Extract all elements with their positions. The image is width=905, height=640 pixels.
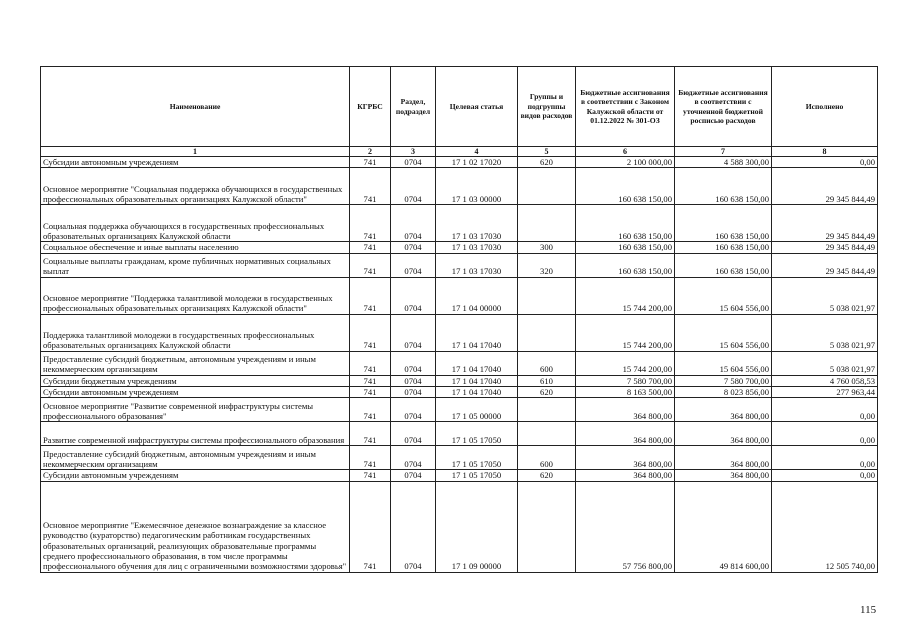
row-name: Поддержка талантливой молодежи в государственных профессиональных образовательных организациях Калужской области <box>41 314 350 351</box>
header-name: Наименование <box>41 67 350 147</box>
row-name: Предоставление субсидий бюджетным, автономным учреждениям и иным некоммерческим организациям <box>41 351 350 375</box>
row-executed-amount: 5 038 021,97 <box>772 277 878 314</box>
row-executed-amount: 0,00 <box>772 470 878 481</box>
table-row <box>41 314 878 351</box>
header-groups: Группы и подгруппы видов расходов <box>518 67 576 147</box>
row-kgrbs: 741 <box>350 205 391 242</box>
header-kgrbs: КГРБС <box>350 67 391 147</box>
table-row <box>41 386 878 397</box>
row-name: Социальные выплаты гражданам, кроме публичных нормативных социальных выплат <box>41 253 350 277</box>
row-refined-amount: 364 800,00 <box>675 446 772 470</box>
header-refined: Бюджетные ассигнования в соответствии с уточненной бюджетной росписью расходов <box>675 67 772 147</box>
row-name: Развитие современной инфраструктуры системы профессионального образования <box>41 422 350 446</box>
row-kgrbs: 741 <box>350 398 391 422</box>
row-kgrbs: 741 <box>350 481 391 572</box>
row-section: 0704 <box>391 446 436 470</box>
row-refined-amount: 15 604 556,00 <box>675 314 772 351</box>
row-target: 17 1 05 17050 <box>436 446 518 470</box>
row-executed-amount: 29 345 844,49 <box>772 168 878 205</box>
row-law-amount: 8 163 500,00 <box>576 386 675 397</box>
row-refined-amount: 160 638 150,00 <box>675 168 772 205</box>
column-number: 6 <box>576 147 675 157</box>
row-refined-amount: 160 638 150,00 <box>675 242 772 253</box>
row-refined-amount: 15 604 556,00 <box>675 277 772 314</box>
row-name: Основное мероприятие "Социальная поддержка обучающихся в государственных профессиональных образовательных организациях Калужской области" <box>41 168 350 205</box>
row-executed-amount: 277 963,44 <box>772 386 878 397</box>
table-body <box>41 157 878 573</box>
row-target: 17 1 09 00000 <box>436 481 518 572</box>
row-refined-amount: 364 800,00 <box>675 470 772 481</box>
row-group <box>518 205 576 242</box>
row-section: 0704 <box>391 481 436 572</box>
row-refined-amount: 49 814 600,00 <box>675 481 772 572</box>
row-executed-amount: 4 760 058,53 <box>772 375 878 386</box>
column-number: 3 <box>391 147 436 157</box>
row-refined-amount: 160 638 150,00 <box>675 253 772 277</box>
row-group: 600 <box>518 446 576 470</box>
row-group: 620 <box>518 157 576 168</box>
row-name: Субсидии бюджетным учреждениям <box>41 375 350 386</box>
row-target: 17 1 04 17040 <box>436 386 518 397</box>
row-law-amount: 160 638 150,00 <box>576 168 675 205</box>
header-target: Целевая статья <box>436 67 518 147</box>
row-group: 600 <box>518 351 576 375</box>
row-kgrbs: 741 <box>350 314 391 351</box>
row-section: 0704 <box>391 351 436 375</box>
row-name: Субсидии автономным учреждениям <box>41 386 350 397</box>
row-target: 17 1 02 17020 <box>436 157 518 168</box>
row-executed-amount: 0,00 <box>772 446 878 470</box>
row-group <box>518 314 576 351</box>
table-row <box>41 470 878 481</box>
row-refined-amount: 8 023 856,00 <box>675 386 772 397</box>
row-law-amount: 15 744 200,00 <box>576 314 675 351</box>
row-group <box>518 481 576 572</box>
header-section: Раздел, подраздел <box>391 67 436 147</box>
row-executed-amount: 5 038 021,97 <box>772 351 878 375</box>
row-section: 0704 <box>391 253 436 277</box>
table-row <box>41 242 878 253</box>
header-law: Бюджетные ассигнования в соответствии с Законом Калужской области от 01.12.2022 № 301-ОЗ <box>576 67 675 147</box>
row-law-amount: 364 800,00 <box>576 470 675 481</box>
row-name: Субсидии автономным учреждениям <box>41 470 350 481</box>
row-law-amount: 364 800,00 <box>576 446 675 470</box>
row-group <box>518 398 576 422</box>
table-row <box>41 168 878 205</box>
table-row <box>41 481 878 572</box>
row-name: Основное мероприятие "Поддержка талантливой молодежи в государственных профессиональных образовательных организациях Калужской области" <box>41 277 350 314</box>
row-section: 0704 <box>391 205 436 242</box>
row-refined-amount: 160 638 150,00 <box>675 205 772 242</box>
row-law-amount: 364 800,00 <box>576 398 675 422</box>
row-kgrbs: 741 <box>350 157 391 168</box>
row-name: Социальное обеспечение и иные выплаты населению <box>41 242 350 253</box>
column-number: 5 <box>518 147 576 157</box>
row-executed-amount: 0,00 <box>772 422 878 446</box>
column-number: 1 <box>41 147 350 157</box>
table-row <box>41 422 878 446</box>
row-name: Субсидии автономным учреждениям <box>41 157 350 168</box>
row-section: 0704 <box>391 157 436 168</box>
row-section: 0704 <box>391 386 436 397</box>
row-name: Социальная поддержка обучающихся в государственных профессиональных образовательных организациях Калужской области <box>41 205 350 242</box>
row-group: 300 <box>518 242 576 253</box>
row-kgrbs: 741 <box>350 470 391 481</box>
row-target: 17 1 04 17040 <box>436 351 518 375</box>
row-group <box>518 168 576 205</box>
row-section: 0704 <box>391 422 436 446</box>
row-target: 17 1 03 17030 <box>436 205 518 242</box>
row-section: 0704 <box>391 470 436 481</box>
row-executed-amount: 29 345 844,49 <box>772 253 878 277</box>
row-kgrbs: 741 <box>350 446 391 470</box>
row-refined-amount: 15 604 556,00 <box>675 351 772 375</box>
budget-table <box>40 66 878 573</box>
row-refined-amount: 364 800,00 <box>675 422 772 446</box>
row-target: 17 1 04 17040 <box>436 375 518 386</box>
row-law-amount: 7 580 700,00 <box>576 375 675 386</box>
row-law-amount: 160 638 150,00 <box>576 253 675 277</box>
row-kgrbs: 741 <box>350 375 391 386</box>
row-executed-amount: 29 345 844,49 <box>772 205 878 242</box>
table-row <box>41 446 878 470</box>
row-kgrbs: 741 <box>350 277 391 314</box>
row-law-amount: 15 744 200,00 <box>576 351 675 375</box>
row-law-amount: 160 638 150,00 <box>576 242 675 253</box>
row-target: 17 1 05 00000 <box>436 398 518 422</box>
row-executed-amount: 0,00 <box>772 398 878 422</box>
row-group <box>518 422 576 446</box>
row-target: 17 1 05 17050 <box>436 422 518 446</box>
row-group <box>518 277 576 314</box>
row-target: 17 1 04 00000 <box>436 277 518 314</box>
table-row <box>41 351 878 375</box>
row-section: 0704 <box>391 277 436 314</box>
row-section: 0704 <box>391 398 436 422</box>
row-law-amount: 57 756 800,00 <box>576 481 675 572</box>
row-target: 17 1 03 17030 <box>436 242 518 253</box>
column-number: 2 <box>350 147 391 157</box>
row-group: 620 <box>518 386 576 397</box>
row-executed-amount: 0,00 <box>772 157 878 168</box>
row-law-amount: 160 638 150,00 <box>576 205 675 242</box>
row-refined-amount: 364 800,00 <box>675 398 772 422</box>
row-law-amount: 2 100 000,00 <box>576 157 675 168</box>
row-executed-amount: 12 505 740,00 <box>772 481 878 572</box>
column-number: 8 <box>772 147 878 157</box>
row-target: 17 1 04 17040 <box>436 314 518 351</box>
row-group: 320 <box>518 253 576 277</box>
row-name: Основное мероприятие "Развитие современной инфраструктуры системы профессионального образования" <box>41 398 350 422</box>
row-section: 0704 <box>391 242 436 253</box>
row-target: 17 1 05 17050 <box>436 470 518 481</box>
table-row <box>41 277 878 314</box>
row-section: 0704 <box>391 314 436 351</box>
row-section: 0704 <box>391 168 436 205</box>
page-number: 115 <box>860 604 877 616</box>
row-executed-amount: 5 038 021,97 <box>772 314 878 351</box>
row-name: Предоставление субсидий бюджетным, автономным учреждениям и иным некоммерческим организациям <box>41 446 350 470</box>
row-executed-amount: 29 345 844,49 <box>772 242 878 253</box>
column-number: 7 <box>675 147 772 157</box>
row-kgrbs: 741 <box>350 386 391 397</box>
row-law-amount: 15 744 200,00 <box>576 277 675 314</box>
row-refined-amount: 7 580 700,00 <box>675 375 772 386</box>
header-executed: Исполнено <box>772 67 878 147</box>
table-row <box>41 398 878 422</box>
row-section: 0704 <box>391 375 436 386</box>
row-group: 610 <box>518 375 576 386</box>
column-number-row <box>41 147 878 157</box>
row-refined-amount: 4 588 300,00 <box>675 157 772 168</box>
row-group: 620 <box>518 470 576 481</box>
table-row <box>41 157 878 168</box>
row-kgrbs: 741 <box>350 253 391 277</box>
table-row <box>41 205 878 242</box>
header-row <box>41 67 878 147</box>
row-law-amount: 364 800,00 <box>576 422 675 446</box>
row-target: 17 1 03 00000 <box>436 168 518 205</box>
row-kgrbs: 741 <box>350 168 391 205</box>
table-row <box>41 375 878 386</box>
row-kgrbs: 741 <box>350 351 391 375</box>
row-target: 17 1 03 17030 <box>436 253 518 277</box>
row-kgrbs: 741 <box>350 422 391 446</box>
row-name: Основное мероприятие "Ежемесячное денежное вознаграждение за классное руководство (кураторство) педагогическим работникам государственных образовательных организаций, реализующих образовательные программы среднего профессионального образования, в том числе программы профессионального обучения для лиц с ограниченными возможностями здоровья" <box>41 481 350 572</box>
row-kgrbs: 741 <box>350 242 391 253</box>
column-number: 4 <box>436 147 518 157</box>
table-row <box>41 253 878 277</box>
